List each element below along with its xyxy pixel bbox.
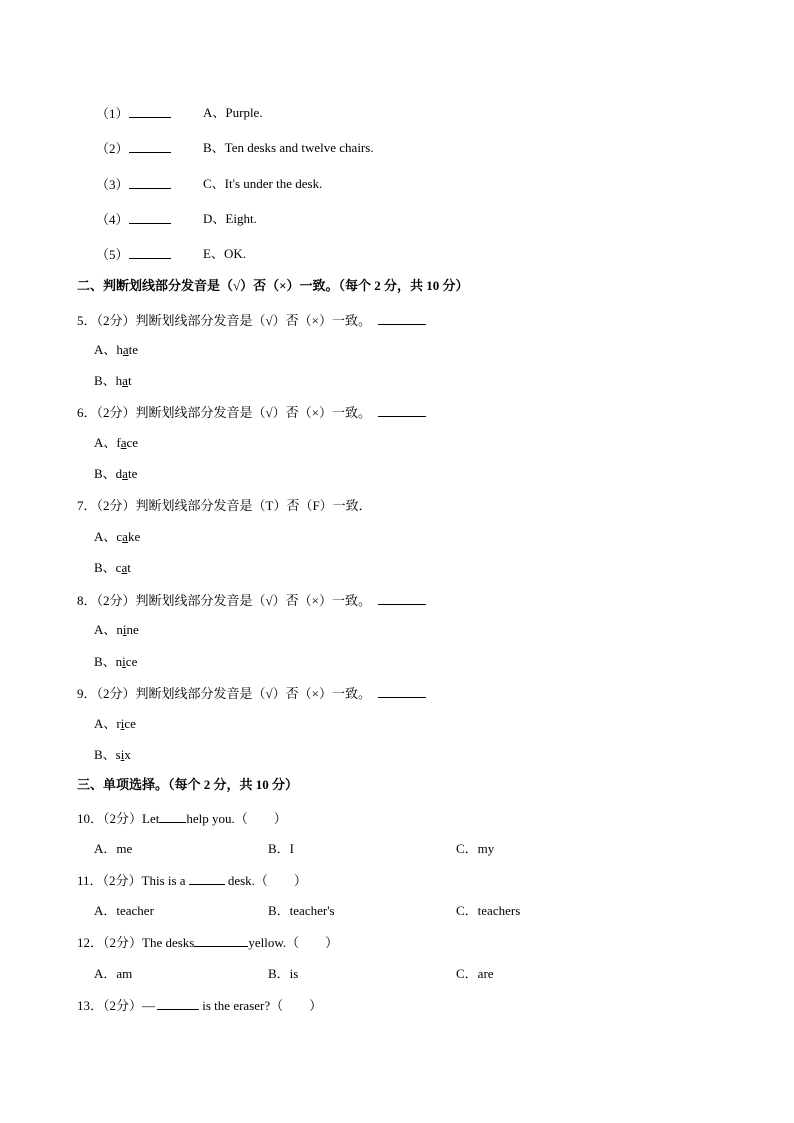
question-stem (77, 592, 426, 609)
section-3-heading: 三、单项选择。（每个 2 分，共 10 分） (77, 777, 299, 792)
answer-blank[interactable] (129, 246, 171, 259)
question-stem (77, 498, 372, 514)
answer-blank[interactable] (157, 997, 199, 1010)
answer-blank[interactable] (378, 404, 426, 417)
option-a: A、face (94, 435, 139, 450)
question-text: 8．（2分）判断划线部分发音是（√）否（×）一致。 (77, 593, 371, 608)
option-c[interactable]: C．teachers (456, 903, 521, 918)
question-stem (77, 404, 426, 421)
question-text: 9．（2分）判断划线部分发音是（√）否（×）一致。 (77, 686, 371, 701)
answer-blank[interactable] (129, 211, 171, 224)
option-b: B、cat (94, 560, 131, 575)
match-option: A、Purple. (203, 105, 263, 120)
answer-blank[interactable] (129, 140, 171, 153)
option-a: A、nine (94, 622, 139, 637)
match-number: （1） (96, 106, 129, 121)
question-stem (77, 685, 426, 702)
question-text: 5．（2分）判断划线部分发音是（√）否（×）一致。 (77, 313, 371, 328)
option-a[interactable]: A．am (94, 966, 133, 981)
question-stem (77, 312, 426, 329)
match-row (96, 246, 171, 263)
match-option: C、It's under the desk. (203, 176, 323, 191)
question-stem: 10．（2分）Let help you.（ ） (77, 811, 287, 826)
match-option: D、Eight. (203, 211, 257, 226)
match-number: （5） (96, 247, 129, 262)
section-2-heading: 二、判断划线部分发音是（√）否（×）一致。（每个 2 分，共 10 分） (77, 278, 469, 293)
question-stem: 13．（2分）— is the eraser?（ ） (77, 998, 323, 1013)
question-text: 6．（2分）判断划线部分发音是（√）否（×）一致。 (77, 405, 371, 420)
option-c[interactable]: C．are (456, 966, 494, 981)
option-a: A、rice (94, 716, 136, 731)
match-option: B、Ten desks and twelve chairs. (203, 140, 374, 155)
match-number: （2） (96, 141, 129, 156)
question-stem: 11．（2分）This is a desk.（ ） (77, 873, 307, 888)
answer-blank[interactable] (378, 685, 426, 698)
match-number: （3） (96, 177, 129, 192)
match-row (96, 176, 171, 193)
match-option: E、OK. (203, 246, 246, 261)
answer-blank[interactable] (378, 592, 426, 605)
answer-blank[interactable] (378, 312, 426, 325)
option-b: B、nice (94, 654, 138, 669)
option-b[interactable]: B．I (268, 841, 295, 856)
question-stem: 12．（2分）The desks yellow.（ ） (77, 935, 339, 950)
option-b[interactable]: B．is (268, 966, 299, 981)
option-b: B、hat (94, 373, 132, 388)
match-row (96, 140, 171, 157)
option-a[interactable]: A．teacher (94, 903, 154, 918)
option-b[interactable]: B．teacher's (268, 903, 335, 918)
match-row (96, 105, 171, 122)
answer-blank[interactable] (194, 934, 248, 947)
option-c[interactable]: C．my (456, 841, 495, 856)
answer-blank[interactable] (159, 810, 186, 823)
option-a[interactable]: A．me (94, 841, 133, 856)
match-number: （4） (96, 212, 129, 227)
option-b: B、date (94, 466, 138, 481)
answer-blank[interactable] (129, 176, 171, 189)
option-a: A、hate (94, 342, 139, 357)
question-text: 7．（2分）判断划线部分发音是（T）否（F）一致． (77, 498, 372, 513)
answer-blank[interactable] (189, 872, 225, 885)
answer-blank[interactable] (129, 105, 171, 118)
option-a: A、cake (94, 529, 141, 544)
option-b: B、six (94, 747, 131, 762)
match-row (96, 211, 171, 228)
